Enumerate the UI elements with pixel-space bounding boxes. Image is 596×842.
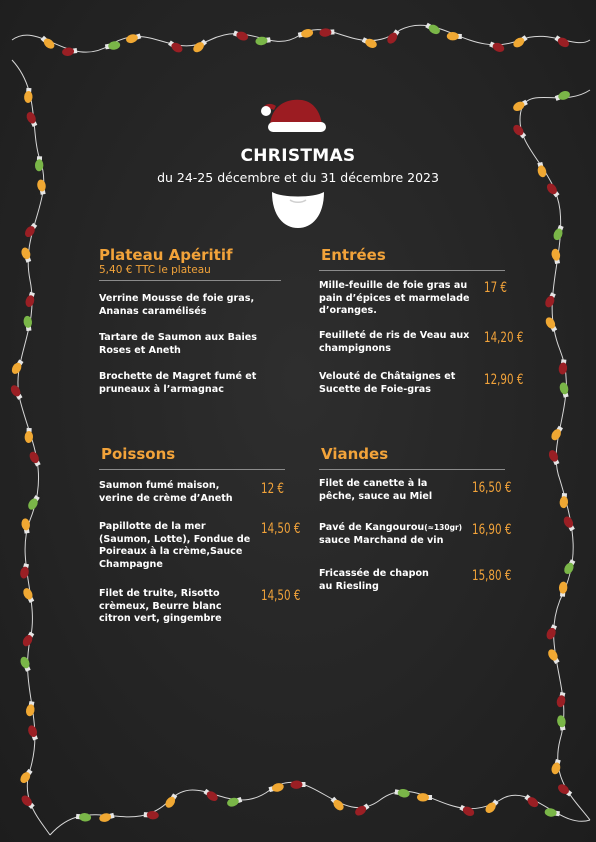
menu-item: Filet de truite, Risotto crèmeux, Beurre blanc citron vert, gingembre [99, 588, 222, 625]
light-bulb-icon [447, 32, 462, 41]
light-bulb-icon [27, 724, 40, 741]
light-bulb-icon [232, 29, 249, 42]
light-bulb-icon [191, 38, 208, 54]
section-divider [99, 469, 285, 470]
light-bulb-icon [558, 581, 568, 597]
light-bulb-icon [23, 315, 33, 331]
light-bulb-icon [62, 46, 78, 56]
light-bulb-icon [98, 811, 115, 823]
light-bulb-icon [489, 40, 506, 54]
light-bulb-icon [552, 224, 565, 241]
light-bulb-icon [562, 558, 576, 575]
price: 16,90 € [472, 522, 512, 538]
light-bulb-icon [144, 810, 160, 819]
light-bulb-icon [319, 28, 335, 38]
light-bulb-icon [558, 382, 570, 399]
light-bulb-icon [562, 515, 576, 532]
light-bulb-icon [20, 246, 33, 263]
menu-item: Tartare de Saumon aux Baies Roses et Aneth [99, 332, 257, 356]
light-bulb-icon [9, 384, 24, 401]
santa-hat-icon [256, 94, 330, 136]
light-bulb-icon [511, 123, 527, 140]
price: 12,90 € [484, 372, 524, 388]
santa-beard-icon [268, 190, 328, 230]
menu-item: Filet de canette à la pêche, sauce au Miel [319, 478, 433, 502]
light-bulb-icon [554, 34, 571, 49]
menu-item: Verrine Mousse de foie gras, Ananas caramélisés [99, 293, 255, 317]
light-bulb-icon [19, 563, 31, 580]
menu-item: Fricassée de chapon au Riesling [319, 568, 429, 592]
light-bulb-icon [26, 494, 41, 511]
section-divider [319, 270, 505, 271]
price: 14,50 € [261, 521, 301, 537]
light-bulb-icon [558, 359, 568, 375]
price: 16,50 € [472, 480, 512, 496]
light-bulb-icon [459, 803, 476, 817]
light-bulb-icon [546, 648, 561, 665]
light-bulb-icon [556, 715, 567, 731]
section-divider [99, 280, 281, 281]
light-bulb-icon [551, 248, 562, 264]
section-title-viandes: Viandes [321, 445, 389, 463]
light-bulb-icon [40, 35, 57, 51]
menu-item: Pavé de Kangourou(≈130gr) sauce Marchand de vin [319, 522, 463, 546]
menu-item: Mille-feuille de foie gras au pain d’épices et marmelade d’oranges. [319, 280, 470, 317]
price: 14,50 € [261, 588, 301, 604]
light-bulb-icon [23, 222, 39, 239]
light-bulb-icon [19, 655, 32, 672]
light-bulb-icon [18, 768, 34, 785]
menu-item: Papillotte de la mer (Saumon, Lotte), Fondue de Poireaux à la crème,Sauce Champagne [99, 521, 251, 570]
section-title-entrees: Entrées [321, 246, 386, 264]
section-divider [319, 469, 505, 470]
light-bulb-icon [361, 36, 378, 50]
price: 14,20 € [484, 330, 524, 346]
section-subtitle-plateau: 5,40 € TTC le plateau [99, 264, 211, 276]
light-bulb-icon [76, 812, 92, 822]
menu-item: Saumon fumé maison, verine de crème d’Aneth [99, 480, 233, 504]
light-bulb-icon [556, 692, 567, 708]
light-bulb-icon [202, 788, 219, 803]
price: 15,80 € [472, 568, 512, 584]
light-bulb-icon [297, 28, 313, 39]
light-bulb-icon [417, 793, 432, 802]
light-bulb-icon [544, 292, 558, 309]
light-bulb-icon [353, 802, 370, 817]
section-title-poissons: Poissons [101, 445, 176, 463]
light-bulb-icon [544, 807, 560, 818]
menu-item: Brochette de Magret fumé et pruneaux à l’armagnac [99, 371, 257, 395]
light-bulb-icon [550, 759, 562, 776]
light-bulb-icon [523, 793, 540, 809]
light-bulb-icon [10, 358, 25, 375]
light-bulb-icon [125, 32, 142, 45]
light-bulb-icon [20, 793, 36, 810]
light-bulb-icon [167, 39, 184, 54]
light-bulb-icon [25, 701, 36, 717]
section-title-plateau: Plateau Apéritif [99, 246, 233, 264]
light-bulb-icon [544, 316, 559, 333]
light-bulb-icon [24, 291, 36, 308]
light-bulb-icon [554, 90, 571, 103]
menu-item: Velouté de Châtaignes et Sucette de Foie-gras [319, 371, 456, 395]
light-bulb-icon [549, 425, 564, 442]
light-bulb-icon [290, 780, 305, 789]
garland-wire [50, 782, 590, 835]
light-bulb-icon [25, 111, 39, 128]
price: 17 € [484, 280, 507, 296]
light-bulb-icon [547, 449, 561, 466]
price: 12 € [261, 481, 284, 497]
light-bulb-icon [28, 450, 42, 467]
menu-title: CHRISTMAS [240, 146, 356, 166]
light-bulb-icon [545, 624, 559, 641]
light-bulb-icon [21, 587, 35, 604]
menu-dates: du 24-25 décembre et du 31 décembre 2023 [157, 170, 439, 185]
light-bulb-icon [105, 40, 121, 51]
light-bulb-icon [394, 788, 410, 799]
light-bulb-icon [21, 631, 36, 648]
menu-item: Feuilleté de ris de Veau aux champignons [319, 330, 470, 354]
light-bulb-icon [424, 21, 441, 36]
light-bulb-icon [226, 795, 243, 808]
light-bulb-icon [512, 98, 529, 113]
